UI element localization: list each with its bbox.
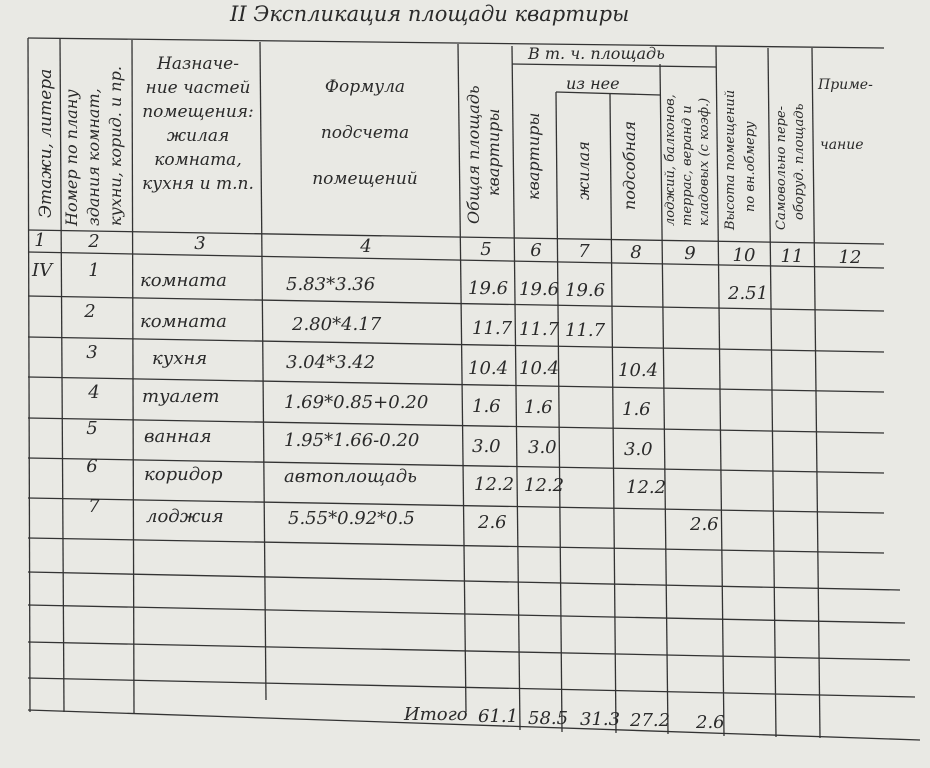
header-note-line1: Приме- [818,77,873,93]
cell-apartment-area: 3.0 [528,437,557,458]
header-unauthorized-line1: Самовольно пере- [774,105,789,230]
cell-room-number: 1 [88,260,100,281]
totals-apartment-area: 58.5 [528,708,569,729]
header-of-which: из нее [566,74,620,93]
document-title: II Экспликация площади квартиры [230,2,630,26]
cell-room-name: комната [140,311,227,332]
cell-total-area: 2.6 [478,512,507,533]
cell-formula: 1.69*0.85+0.20 [284,392,429,413]
cell-total-area: 12.2 [474,474,515,495]
header-loggia-line1: лоджий, балконов, [663,94,678,226]
col-number: 3 [194,233,206,254]
col-number: 8 [630,242,642,263]
header-including-area: В т. ч. площадь [528,44,665,63]
header-purpose-line3: помещения: [142,102,254,122]
cell-formula: 2.80*4.17 [292,314,382,335]
header-formula-line3: помещений [312,169,418,189]
col-number: 12 [838,247,862,268]
cell-total-area: 11.7 [472,318,513,339]
header-total-area-line2: квартиры [484,108,503,196]
header-purpose-line6: кухня и т.п. [142,174,254,194]
header-formula [270,64,460,202]
cell-ceiling-height: 2.51 [728,283,769,304]
header-purpose-line1: Назначе- [157,54,239,74]
totals-total-area: 61.1 [478,706,519,727]
cell-room-number: 3 [86,342,98,363]
cell-formula: 1.95*1.66-0.20 [284,430,420,451]
cell-room-name: комната [140,270,227,291]
cell-apartment-area: 11.7 [519,319,560,340]
cell-apartment-area: 1.6 [524,397,553,418]
cell-formula: 3.04*3.42 [286,352,376,373]
col-number: 2 [88,231,100,252]
col-number: 1 [34,230,46,251]
cell-room-name: лоджия [146,506,224,527]
totals-loggia-area: 2.6 [696,712,725,733]
cell-room-name: туалет [142,386,220,407]
cell-room-number: 4 [88,382,100,403]
header-formula-line2: подсчета [320,123,410,143]
cell-room-number: 7 [88,496,100,517]
header-loggia-line2: террас, веранд и [680,105,695,226]
cell-living-area: 11.7 [565,320,606,341]
header-auxiliary: подсобная [620,120,639,210]
col-number: 9 [684,243,696,264]
cell-room-name: кухня [152,348,208,369]
header-purpose-line5: комната, [154,150,242,170]
cell-living-area: 19.6 [565,280,606,301]
header-living: жилая [574,141,593,200]
cell-auxiliary-area: 10.4 [618,360,659,381]
col-number: 10 [732,245,756,266]
cell-total-area: 1.6 [472,396,501,417]
cell-formula: автоплощадь [284,466,417,487]
header-purpose-line4: жилая [166,126,230,146]
header-room-number-line1: Номер по плану [62,89,81,226]
cell-auxiliary-area: 12.2 [626,477,667,498]
header-apartment: квартиры [524,112,543,200]
totals-label: Итого [404,704,468,725]
cell-apartment-area: 12.2 [524,475,565,496]
cell-auxiliary-area: 3.0 [624,439,653,460]
header-formula-line1: Формула [324,77,406,97]
header-purpose-line2: ние частей [145,78,251,98]
cell-auxiliary-area: 1.6 [622,399,651,420]
header-loggia-line3: кладовых (с коэф.) [697,97,712,226]
cell-total-area: 19.6 [468,278,509,299]
cell-room-number: 5 [86,418,98,439]
header-room-number-line2: здания комнат, [84,88,103,226]
header-unauthorized-line2: оборуд. площадь [792,103,807,220]
col-number: 5 [480,239,492,260]
totals-living-area: 31.3 [580,709,621,730]
cell-room-number: 6 [86,456,98,477]
header-height-line2: по вн.обмеру [743,121,758,212]
header-floor-litera: Этажи, литера [36,68,56,218]
totals-auxiliary-area: 27.2 [630,710,671,731]
col-number: 4 [360,236,372,257]
cell-total-area: 3.0 [472,436,501,457]
cell-formula: 5.83*3.36 [286,274,376,295]
col-number: 6 [530,240,542,261]
header-room-purpose [136,52,260,196]
header-room-number-line3: кухни, корид. и пр. [106,66,125,226]
header-height-line1: Высота помещений [723,89,738,230]
cell-loggia-area: 2.6 [690,514,719,535]
col-number: 7 [578,241,590,262]
header-total-area-line1: Общая площадь [464,85,483,224]
col-number: 11 [780,246,804,267]
cell-apartment-area: 10.4 [519,358,560,379]
cell-floor: IV [32,260,53,281]
cell-total-area: 10.4 [468,358,509,379]
cell-room-name: ванная [144,426,212,447]
cell-apartment-area: 19.6 [519,279,560,300]
header-note-line2: чание [820,137,864,153]
cell-room-number: 2 [84,301,96,322]
cell-room-name: коридор [144,464,223,485]
cell-formula: 5.55*0.92*0.5 [288,508,415,529]
